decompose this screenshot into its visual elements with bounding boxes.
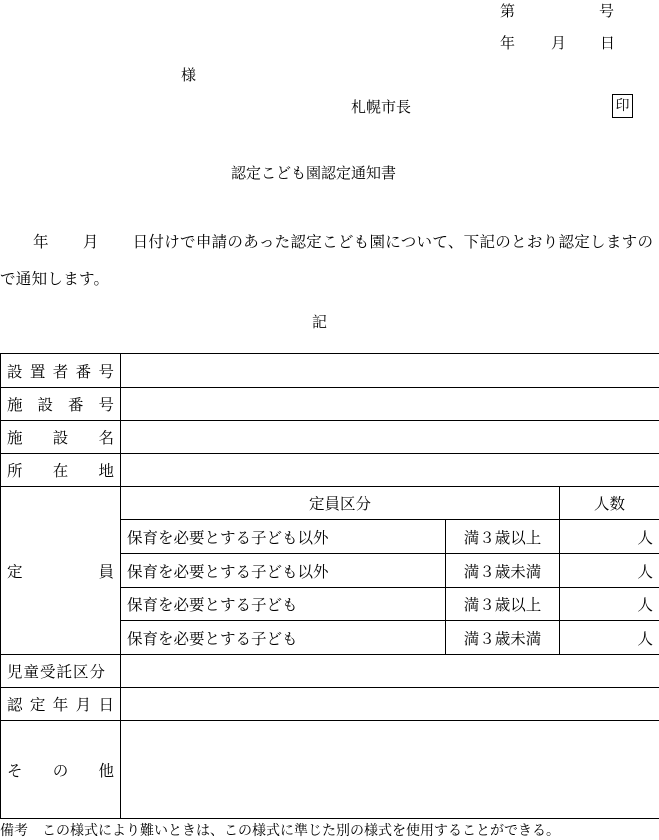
facility-name-value[interactable] [121, 421, 659, 454]
capacity-age: 満３歳以上 [446, 588, 560, 621]
table-row [1, 354, 659, 388]
body-main-text: 日付けで申請のあった認定こども園について、下記のとおり認定しますので通知します。 [0, 233, 653, 288]
table-row [1, 388, 659, 421]
label-char: 施 [7, 393, 23, 415]
facility-number-label [1, 388, 121, 421]
founder-number-label [1, 354, 121, 388]
capacity-category: 保育を必要とする子ども [121, 621, 446, 655]
capacity-label [1, 487, 121, 655]
table-row [1, 487, 659, 520]
label-char: 設 [53, 426, 69, 448]
label-char: 名 [98, 426, 114, 448]
capacity-count[interactable]: 人 [560, 554, 659, 588]
label-char: そ [7, 759, 23, 781]
table-row [1, 421, 659, 454]
body-month: 月 [83, 233, 99, 251]
table-row [1, 454, 659, 487]
label-char: の [53, 759, 69, 781]
location-label [1, 454, 121, 487]
table-row [1, 721, 659, 819]
capacity-count[interactable]: 人 [560, 520, 659, 554]
table-row [1, 688, 659, 721]
label-char: 地 [98, 459, 114, 481]
capacity-count[interactable]: 人 [560, 588, 659, 621]
label-char: 番 [76, 360, 92, 382]
number-prefix: 第 [500, 0, 515, 21]
ki-heading: 記 [312, 311, 327, 332]
table-row [1, 655, 659, 688]
capacity-category: 保育を必要とする子ども以外 [121, 554, 446, 588]
label-char: 他 [98, 759, 114, 781]
facility-name-label [1, 421, 121, 454]
child-category-value[interactable] [121, 655, 659, 688]
label-char: 年 [53, 693, 69, 715]
capacity-header: 定員区分 [121, 487, 560, 520]
footnote: 備考 この様式により難いときは、この様式に準じた別の様式を使用することができる。 [0, 820, 560, 840]
capacity-age: 満３歳以上 [446, 520, 560, 554]
certification-table [0, 353, 659, 819]
issuer: 札幌市長 [351, 96, 411, 117]
date-month: 月 [551, 32, 566, 53]
addressee-suffix: 様 [181, 64, 196, 85]
label-char: 号 [98, 393, 114, 415]
label-char: 者 [53, 360, 69, 382]
body-text [0, 224, 657, 298]
capacity-category: 保育を必要とする子ども [121, 588, 446, 621]
label-char: 月 [76, 693, 92, 715]
capacity-category: 保育を必要とする子ども以外 [121, 520, 446, 554]
location-value[interactable] [121, 454, 659, 487]
label-char: 定 [30, 693, 46, 715]
label-char: 施 [7, 426, 23, 448]
capacity-age: 満３歳未満 [446, 621, 560, 655]
child-category-label: 児童受託区分 [1, 655, 121, 688]
body-year: 年 [33, 233, 49, 251]
label-char: 所 [7, 459, 23, 481]
date-day: 日 [600, 32, 615, 53]
other-value[interactable] [121, 721, 659, 819]
label-char: 号 [98, 360, 114, 382]
date-year: 年 [500, 32, 515, 53]
document-title: 認定こども園認定通知書 [231, 162, 396, 183]
label-char: 定 [7, 560, 23, 582]
label-char: 番 [68, 393, 84, 415]
number-suffix: 号 [599, 0, 614, 21]
capacity-age: 満３歳未満 [446, 554, 560, 588]
founder-number-value[interactable] [121, 354, 659, 388]
people-header: 人数 [560, 487, 659, 520]
cert-date-value[interactable] [121, 688, 659, 721]
seal-mark: 印 [612, 94, 633, 118]
label-char: 員 [98, 560, 114, 582]
capacity-count[interactable]: 人 [560, 621, 659, 655]
facility-number-value[interactable] [121, 388, 659, 421]
label-char: 設 [37, 393, 53, 415]
label-char: 在 [53, 459, 69, 481]
label-char: 設 [7, 360, 23, 382]
other-label [1, 721, 121, 819]
cert-date-label [1, 688, 121, 721]
label-char: 日 [98, 693, 114, 715]
label-char: 置 [30, 360, 46, 382]
label-char: 認 [7, 693, 23, 715]
